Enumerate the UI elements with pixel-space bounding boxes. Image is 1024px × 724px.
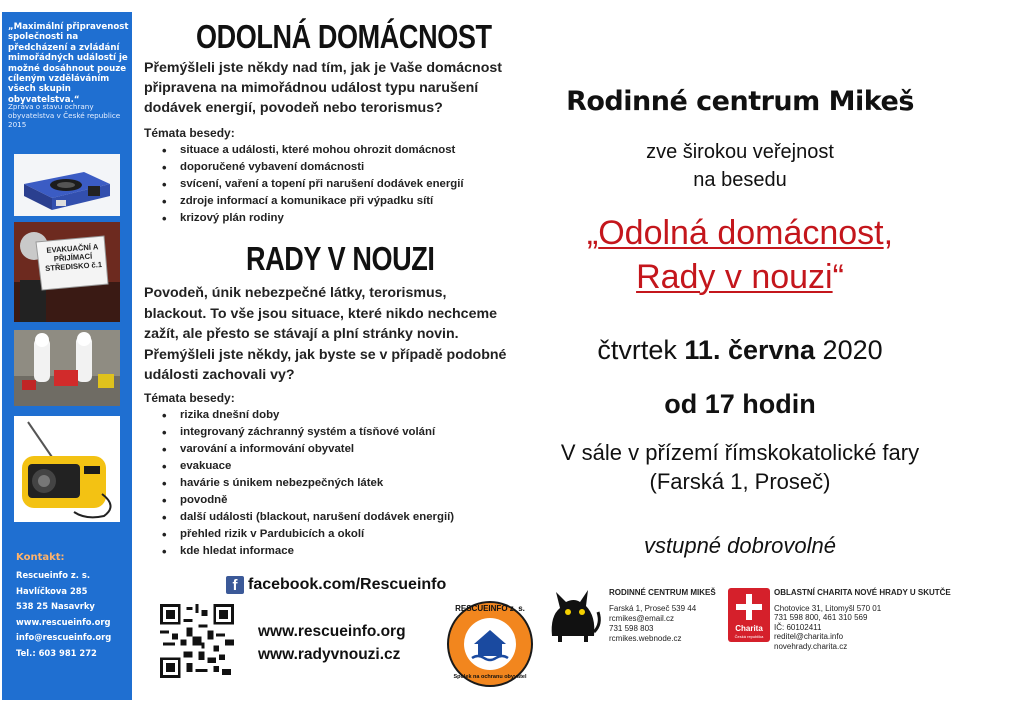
facebook-text: facebook.com/Rescueinfo	[248, 576, 447, 593]
event-invite-line: na besedu	[693, 169, 787, 191]
mikes-web[interactable]: rcmikes.webnode.cz	[609, 634, 682, 643]
event-title-line2	[535, 255, 945, 299]
rescueinfo-logo	[446, 600, 534, 688]
section2-topics-label: Témata besedy:	[144, 391, 235, 405]
section2-intro-line: Povodeň, únik nebezpečné látky, terorismus,	[144, 285, 447, 301]
event-day: čtvrtek	[597, 335, 677, 365]
event-time: od 17 hodin	[664, 389, 816, 419]
radyvnouzi-website-link[interactable]: www.radyvnouzi.cz	[258, 646, 401, 663]
list-item: • integrovaný záchranný systém a tísňové volání	[160, 424, 454, 441]
mikes-email[interactable]: rcmikes@email.cz	[609, 614, 675, 623]
event-entry-fee: vstupné dobrovolné	[643, 533, 837, 558]
list-item: • zdroje informací a komunikace při výpadku sítí	[160, 193, 464, 210]
crank-radio-photo	[14, 416, 120, 522]
section1-topics-label: Témata besedy:	[144, 126, 235, 140]
list-item: • povodně	[160, 492, 454, 509]
event-title-quote-close: “	[832, 258, 844, 296]
contact-website-link[interactable]: www.rescueinfo.org	[16, 616, 111, 627]
section1-title: ODOLNÁ DOMÁCNOST	[196, 18, 492, 55]
charita-web[interactable]: novehrady.charita.cz	[774, 641, 848, 651]
event-title-comma: ,	[883, 214, 894, 252]
badge-top-text: RESCUEINFO z. s.	[455, 604, 525, 613]
event-title-line1	[535, 211, 945, 255]
section1-intro-line: připravena na mimořádnou událost typu narušení	[144, 80, 479, 96]
mikes-logo	[544, 586, 604, 642]
charita-logo-text: Charita	[735, 624, 763, 633]
section1-intro	[144, 58, 544, 118]
mikes-info	[609, 588, 716, 644]
charita-info	[774, 588, 951, 652]
section2-intro-line: Přemýšleli jste někdy, jak byste se v případě podobné	[144, 346, 507, 363]
event-place-line: V sále v přízemí římskokatolické fary	[560, 440, 920, 465]
contact-city: 538 25 Nasavrky	[16, 601, 95, 612]
charita-logo	[728, 588, 770, 642]
section2-intro-line: blackout. To vše jsou situace, které nikdo nechceme	[144, 305, 497, 322]
hazmat-responders-photo	[14, 330, 120, 406]
section2-topics-list	[160, 407, 454, 560]
list-item: • přehled rizik v Pardubicích a okolí	[160, 526, 454, 543]
qr-code[interactable]	[160, 604, 234, 678]
charita-name: OBLASTNÍ CHARITA NOVÉ HRADY U SKUTČE	[774, 588, 951, 597]
website-links	[258, 620, 406, 666]
event-place-line: (Farská 1, Proseč)	[649, 469, 831, 494]
list-item: • kde hledat informace	[160, 543, 454, 560]
sidebar-quote: „Maximální připravenost společnosti na předcházení a zvládání mimořádných událostí je možné dosáhnout pouze cíleným vzděláváním všech skupin obyvatelstva.“	[8, 22, 129, 105]
list-item: • doporučené vybavení domácnosti	[160, 159, 464, 176]
facebook-icon: f	[226, 576, 244, 594]
mikes-name: RODINNÉ CENTRUM MIKEŠ	[609, 588, 716, 597]
event-date	[535, 335, 945, 366]
contact-email-link[interactable]: info@rescueinfo.org	[16, 632, 112, 643]
section1-topics-list	[160, 142, 464, 227]
section2-title: RADY V NOUZI	[246, 240, 435, 277]
section1-intro-line: dodávek energií, povodeň nebo terorismus?	[144, 100, 443, 116]
rescueinfo-website-link[interactable]: www.rescueinfo.org	[258, 623, 406, 640]
list-item: • evakuace	[160, 458, 454, 475]
charita-phones: 731 598 800, 461 310 569	[774, 613, 868, 623]
sidebar	[2, 12, 132, 700]
charita-logo-subtext: Česká republika	[734, 634, 764, 639]
contact-title: Kontakt:	[16, 552, 65, 563]
contact-phone: Tel.: 603 981 272	[16, 647, 97, 658]
contact-block	[16, 552, 132, 662]
event-year: 2020	[822, 335, 883, 365]
charita-address: Chotovice 31, Litomyšl 570 01	[774, 603, 882, 613]
event-title	[535, 211, 945, 299]
contact-street: Havlíčkova 285	[16, 585, 88, 596]
list-item: • krizový plán rodiny	[160, 210, 464, 227]
list-item: • situace a události, které mohou ohrozit domácnost	[160, 142, 464, 159]
section2-intro-line: zažít, ale přesto se stávají a plní stránky novin.	[144, 326, 459, 342]
evacuation-center-photo	[14, 222, 120, 322]
list-item: • havárie s únikem nebezpečných látek	[160, 475, 454, 492]
section2-intro-line: události zachovali vy?	[144, 367, 295, 383]
event-date-bold: 11. června	[684, 335, 816, 365]
section2-intro	[144, 283, 544, 386]
list-item: • rizika dnešní doby	[160, 407, 454, 424]
list-item: • další události (blackout, narušení dodávek energií)	[160, 509, 454, 526]
event-title-part1: Odolná domácnost	[598, 214, 884, 252]
event-title-part2: Rady v nouzi	[636, 258, 833, 296]
mikes-address: Farská 1, Proseč 539 44	[609, 604, 697, 613]
evacuation-sign-text: EVAKUAČNÍ A PŘIJÍMACÍ STŘEDISKO č.1	[44, 242, 103, 273]
charita-ico: IČ: 60102411	[774, 622, 822, 632]
list-item: • svícení, vaření a topení při narušení dodávek energií	[160, 176, 464, 193]
sidebar-report-source: Zpráva o stavu ochrany obyvatelstva v České republice 2015	[8, 102, 121, 129]
event-invite-line: zve širokou veřejnost	[646, 141, 834, 163]
badge-bottom-text: Spolek na ochranu obyvatel	[453, 674, 527, 680]
mikes-phone: 731 598 803	[609, 624, 654, 633]
charita-email[interactable]: reditel@charita.info	[774, 632, 844, 642]
list-item: • varování a informování obyvatel	[160, 441, 454, 458]
gas-stove-photo	[14, 154, 120, 216]
contact-org: Rescueinfo z. s.	[16, 570, 91, 580]
event-organizer: Rodinné centrum Mikeš	[566, 86, 914, 117]
section1-intro-line: Přemýšleli jste někdy nad tím, jak je Vaše domácnost	[144, 60, 502, 76]
facebook-link[interactable]	[226, 574, 446, 596]
event-title-quote-open: „	[586, 214, 599, 252]
